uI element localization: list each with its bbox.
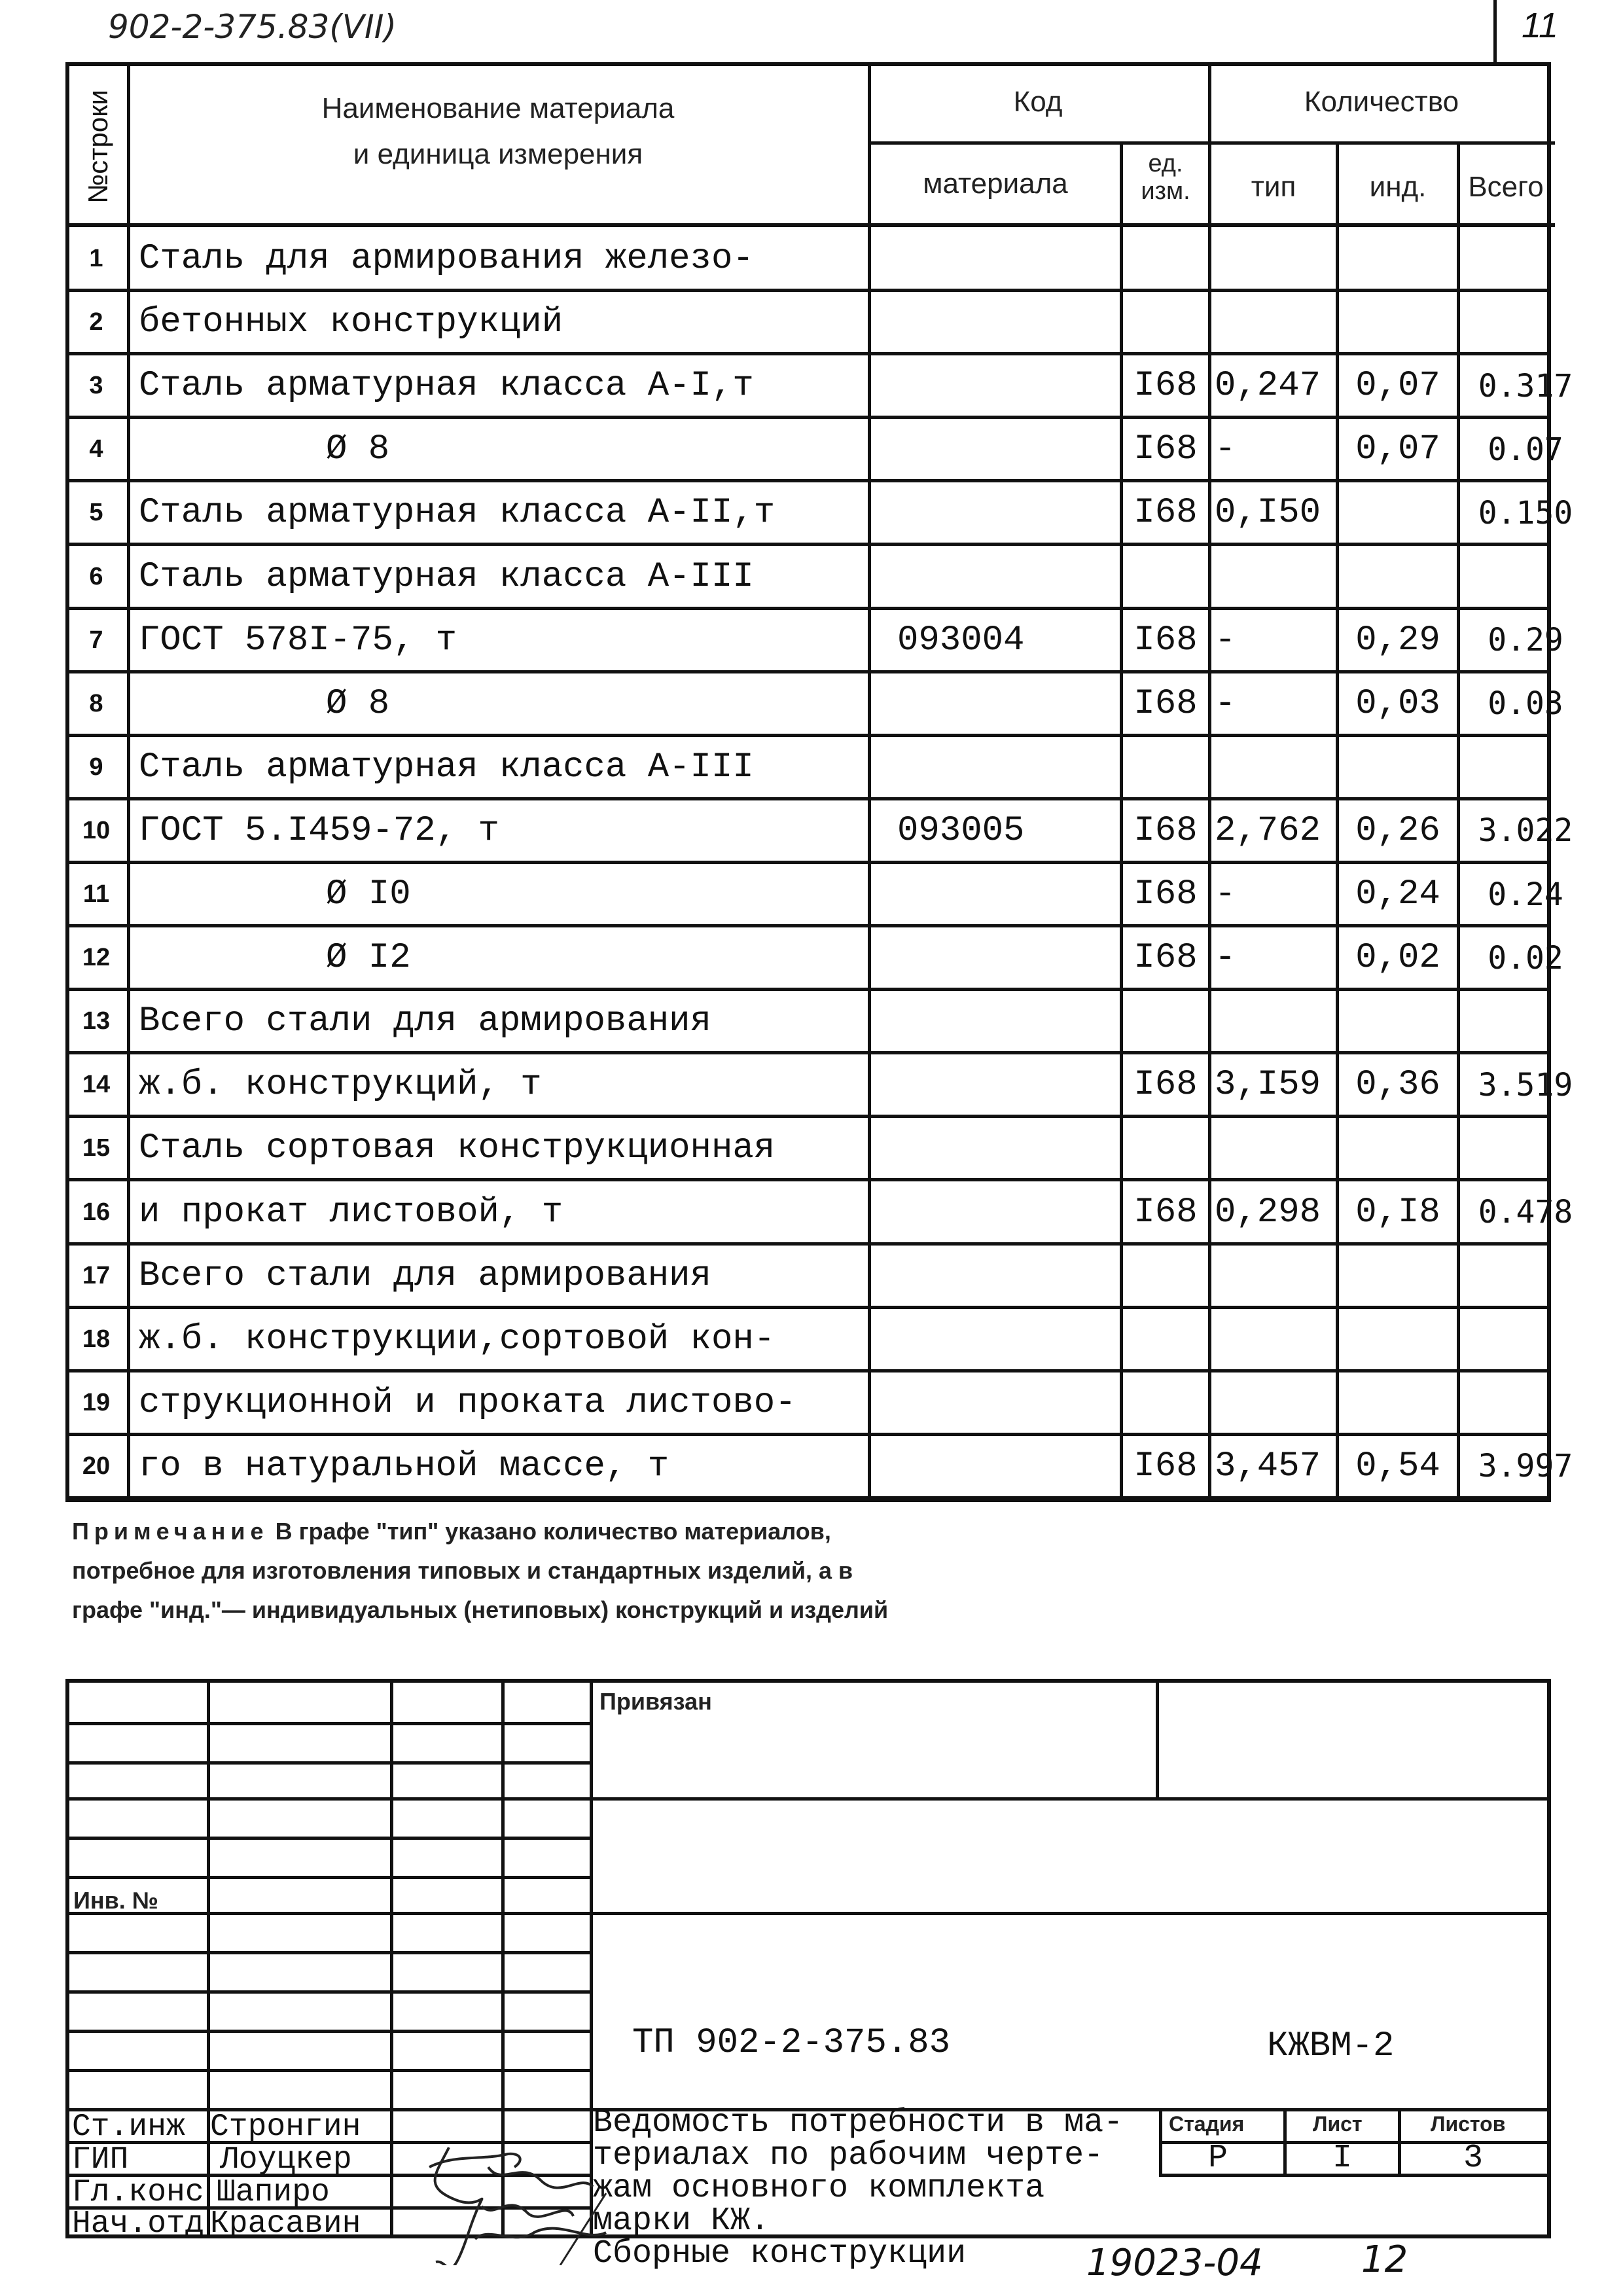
qty-type: - xyxy=(1215,620,1236,660)
qty-type: 0,247 xyxy=(1215,366,1321,406)
unit-code: I68 xyxy=(1133,938,1198,978)
row-number: 20 xyxy=(82,1452,111,1480)
qty-type: - xyxy=(1215,874,1236,914)
note-text: В графе "тип" указано количество материалов, потребное для изготовления типовых и стандартных изделий, а в графе "инд."— индивидуальных (нетиповых) конструкций и изделий xyxy=(72,1518,889,1623)
row-number: 3 xyxy=(89,372,103,400)
unit-code xyxy=(1123,1308,1208,1371)
unit-header: ед. изм. xyxy=(1141,150,1190,205)
staff-role: Нач.отд xyxy=(72,2206,204,2242)
row-number: 17 xyxy=(82,1261,111,1289)
qty-type xyxy=(1211,291,1336,354)
material-code xyxy=(871,672,1120,736)
title-line: Сборные конструкции xyxy=(593,2235,967,2272)
stamp-row-line xyxy=(69,1990,590,1994)
qty-total: 0.02 xyxy=(1488,939,1563,977)
qty-type: - xyxy=(1215,429,1236,470)
qty-total xyxy=(1460,736,1591,799)
row-number: 2 xyxy=(89,308,103,336)
bound-label: Привязан xyxy=(599,1688,712,1715)
drawing-mark: КЖВМ-2 xyxy=(1267,2026,1395,2066)
staff-name: Лоуцкер xyxy=(220,2142,352,2178)
qty-total xyxy=(1460,291,1591,354)
qty-total: 0.03 xyxy=(1488,685,1563,723)
unit-code: I68 xyxy=(1133,874,1198,914)
table-row xyxy=(69,609,1563,672)
document-code: 902-2-375.83(VII) xyxy=(108,8,397,46)
qty-ind xyxy=(1339,990,1457,1053)
material-name: го в натуральной массе, т xyxy=(139,1446,669,1486)
corner-divider xyxy=(1493,0,1497,62)
row-number: 15 xyxy=(82,1134,111,1162)
unit-code: I68 xyxy=(1133,429,1198,470)
qty-type: 0,298 xyxy=(1215,1192,1321,1232)
qty-type xyxy=(1211,1371,1336,1435)
qty-total xyxy=(1460,1308,1591,1371)
qty-type: 2,762 xyxy=(1215,810,1321,851)
qty-ind: 0,29 xyxy=(1355,620,1440,660)
table-row xyxy=(69,545,1547,609)
title-line: жам основного комплекта xyxy=(593,2170,1045,2207)
material-name: Ø 8 xyxy=(326,429,390,470)
table-row xyxy=(69,227,1547,291)
unit-code xyxy=(1123,545,1208,609)
table-row xyxy=(69,1435,1573,1498)
material-code xyxy=(871,990,1120,1053)
note-lead: Примечание xyxy=(72,1518,269,1545)
qty-total: 3.022 xyxy=(1478,812,1573,850)
table-row xyxy=(69,990,1547,1053)
code-material-header: материала xyxy=(923,168,1068,200)
qty-total xyxy=(1460,227,1591,291)
qty-ind xyxy=(1339,1244,1457,1308)
signature-stroke xyxy=(482,2205,573,2216)
unit-code: I68 xyxy=(1133,1065,1198,1105)
staff-name: Шапиро xyxy=(217,2175,330,2210)
stamp-row-line xyxy=(69,2030,590,2033)
qty-ind xyxy=(1339,1371,1457,1435)
page-number: 12 xyxy=(1361,2238,1408,2281)
qty-type xyxy=(1211,545,1336,609)
qty-total xyxy=(1460,990,1591,1053)
sheet-value: I xyxy=(1332,2140,1353,2177)
name-header-line2: и единица измерения xyxy=(353,138,643,170)
qty-type: - xyxy=(1215,938,1236,978)
material-name: ж.б. конструкции,сортовой кон- xyxy=(139,1319,776,1359)
qty-type xyxy=(1211,1244,1336,1308)
row-number: 10 xyxy=(82,816,111,844)
row-divider xyxy=(69,1496,1547,1499)
signature-stroke xyxy=(435,2147,482,2265)
row-number: 14 xyxy=(82,1071,111,1099)
name-header-line1: Наименование материала xyxy=(321,92,675,124)
sheets-label: Листов xyxy=(1431,2112,1506,2136)
qty-total: 0.07 xyxy=(1488,431,1563,468)
staff-name: Стронгин xyxy=(210,2109,361,2145)
qty-type: 3,I59 xyxy=(1215,1065,1321,1105)
material-name: бетонных конструкций xyxy=(139,302,563,343)
table-row xyxy=(69,926,1563,990)
qty-ind: 0,07 xyxy=(1355,366,1440,406)
qty-total xyxy=(1460,1117,1591,1180)
title-line: териалах по рабочим черте- xyxy=(593,2137,1104,2174)
material-name: Ø 8 xyxy=(326,683,390,724)
unit-code xyxy=(1123,736,1208,799)
qty-ind xyxy=(1339,1117,1457,1180)
qty-total-header: Всего xyxy=(1468,171,1544,203)
qty-type xyxy=(1211,1117,1336,1180)
qty-ind xyxy=(1339,545,1457,609)
unit-code: I68 xyxy=(1133,1192,1198,1232)
row-number: 12 xyxy=(82,944,111,972)
row-number-header: №строки xyxy=(82,89,114,204)
table-row xyxy=(69,672,1563,736)
row-number: 13 xyxy=(82,1007,111,1035)
row-number: 11 xyxy=(82,880,110,908)
material-name: и прокат листовой, т xyxy=(139,1192,563,1232)
qty-ind: 0,02 xyxy=(1355,938,1440,978)
qty-ind xyxy=(1339,291,1457,354)
project-code: ТП 902-2-375.83 xyxy=(632,2023,951,2063)
table-row xyxy=(69,1308,1547,1371)
row-number: 6 xyxy=(89,562,103,590)
row-number: 8 xyxy=(89,689,103,717)
unit-code xyxy=(1123,291,1208,354)
unit-code xyxy=(1123,1244,1208,1308)
qty-total: 0.317 xyxy=(1478,367,1573,404)
material-code xyxy=(871,545,1120,609)
qty-total: 0.29 xyxy=(1488,622,1563,659)
qty-type-header: тип xyxy=(1251,171,1296,203)
qty-ind: 0,54 xyxy=(1355,1446,1440,1486)
qty-total: 3.997 xyxy=(1478,1448,1573,1485)
qty-ind: 0,07 xyxy=(1355,429,1440,470)
archive-number: 19023-04 xyxy=(1086,2242,1263,2284)
stamp-row-line xyxy=(69,2069,590,2072)
material-code: 093004 xyxy=(897,620,1025,660)
material-code xyxy=(871,1181,1120,1244)
material-code: 093005 xyxy=(897,810,1025,851)
qty-type xyxy=(1211,990,1336,1053)
unit-code: I68 xyxy=(1133,810,1198,851)
qty-total: 0.150 xyxy=(1478,494,1573,531)
row-number: 1 xyxy=(89,245,103,272)
material-name: Сталь сортовая конструкционная xyxy=(139,1128,776,1169)
qty-ind: 0,36 xyxy=(1355,1065,1440,1105)
qty-ind: 0,I8 xyxy=(1355,1192,1440,1232)
stage-label: Стадия xyxy=(1169,2112,1245,2136)
table-row xyxy=(69,291,1547,354)
qty-ind xyxy=(1339,481,1457,545)
row-number: 16 xyxy=(82,1198,111,1226)
table-note xyxy=(72,1512,923,1630)
material-name: Ø I0 xyxy=(326,874,411,914)
table-row xyxy=(69,863,1563,926)
material-code xyxy=(871,1053,1120,1117)
material-name: Сталь арматурная класса А-II,т xyxy=(139,493,776,533)
qty-ind: 0,26 xyxy=(1355,810,1440,851)
stamp-row-line xyxy=(69,1876,590,1879)
material-name: Всего стали для армирования xyxy=(139,1001,711,1042)
material-code xyxy=(871,736,1120,799)
unit-code: I68 xyxy=(1133,493,1198,533)
qty-ind: 0,03 xyxy=(1355,683,1440,724)
stamp-row-line xyxy=(69,1837,590,1840)
title-line: Ведомость потребности в ма- xyxy=(593,2104,1124,2142)
row-number: 18 xyxy=(82,1325,111,1353)
table-row xyxy=(69,1181,1573,1244)
qty-ind xyxy=(1339,736,1457,799)
qty-total xyxy=(1460,545,1591,609)
sheet-corner-number: 11 xyxy=(1522,6,1559,45)
table-row xyxy=(69,1053,1573,1117)
row-number: 9 xyxy=(89,753,103,781)
qty-ind xyxy=(1339,1308,1457,1371)
table-row xyxy=(69,1117,1547,1180)
material-name: Ø I2 xyxy=(326,938,411,978)
staff-role: ГИП xyxy=(72,2142,129,2178)
unit-code xyxy=(1123,990,1208,1053)
inventory-number-label: Инв. № xyxy=(73,1887,158,1914)
title-line: марки КЖ. xyxy=(593,2202,770,2240)
unit-code: I68 xyxy=(1133,366,1198,406)
table-row xyxy=(69,481,1573,545)
signatures-drawing xyxy=(410,2075,626,2265)
unit-code xyxy=(1123,1371,1208,1435)
qty-total xyxy=(1460,1244,1591,1308)
sheets-value: 3 xyxy=(1463,2140,1484,2177)
material-name: Сталь арматурная класса А-III xyxy=(139,747,754,787)
staff-name: Красавин xyxy=(210,2206,361,2242)
staff-role: Гл.конс xyxy=(72,2175,204,2210)
material-code xyxy=(871,227,1120,291)
qty-type xyxy=(1211,1308,1336,1371)
stamp-row-line xyxy=(69,1912,1547,1915)
row-number: 5 xyxy=(89,499,103,527)
material-code xyxy=(871,1308,1120,1371)
material-code xyxy=(871,1244,1120,1308)
stamp-row-line xyxy=(69,1761,590,1765)
material-code xyxy=(871,1117,1120,1180)
stamp-row-line xyxy=(69,1722,590,1725)
table-row xyxy=(69,354,1573,418)
signature-stroke xyxy=(488,2167,593,2188)
material-code xyxy=(871,481,1120,545)
qty-type xyxy=(1211,736,1336,799)
stamp-divider xyxy=(390,1683,393,2234)
stamp-row-line xyxy=(69,1951,590,1954)
material-name: Сталь для армирования железо- xyxy=(139,239,754,279)
stamp-divider xyxy=(207,1683,210,2234)
header-divider xyxy=(868,141,1555,145)
unit-code: I68 xyxy=(1133,620,1198,660)
material-code xyxy=(871,354,1120,418)
code-header: Код xyxy=(1013,86,1063,118)
signature-stroke xyxy=(475,2229,606,2239)
row-number: 19 xyxy=(82,1388,111,1416)
material-code xyxy=(871,291,1120,354)
row-number: 4 xyxy=(89,435,103,463)
stage-value: Р xyxy=(1208,2140,1228,2177)
unit-code: I68 xyxy=(1133,1446,1198,1486)
material-code xyxy=(871,926,1120,990)
stamp-divider xyxy=(1156,1683,1159,1797)
material-name: Всего стали для армирования xyxy=(139,1255,711,1296)
materials-table xyxy=(65,62,1573,1502)
unit-code xyxy=(1123,1117,1208,1180)
table-row xyxy=(69,418,1563,481)
material-code xyxy=(871,418,1120,481)
qty-type xyxy=(1211,227,1336,291)
staff-role: Ст.инж xyxy=(72,2109,185,2145)
table-row xyxy=(69,1244,1547,1308)
qty-type: - xyxy=(1215,683,1236,724)
material-code xyxy=(871,1371,1120,1435)
unit-code xyxy=(1123,227,1208,291)
row-number: 7 xyxy=(89,626,103,654)
material-name: ГОСТ 5.I459-72, т xyxy=(139,810,499,851)
qty-total xyxy=(1460,1371,1591,1435)
quantity-header: Количество xyxy=(1304,86,1459,118)
qty-type: 3,457 xyxy=(1215,1446,1321,1486)
material-name: Сталь арматурная класса А-III xyxy=(139,556,754,597)
material-name: Сталь арматурная класса А-I,т xyxy=(139,366,754,406)
material-code xyxy=(871,1435,1120,1498)
qty-ind: 0,24 xyxy=(1355,874,1440,914)
material-code xyxy=(871,863,1120,926)
qty-total: 0.24 xyxy=(1488,876,1563,913)
sheet-label: Лист xyxy=(1313,2112,1363,2136)
material-name: струкционной и проката листово- xyxy=(139,1382,796,1423)
qty-total: 0.478 xyxy=(1478,1194,1573,1230)
qty-total: 3.519 xyxy=(1478,1066,1573,1103)
material-name: ж.б. конструкций, т xyxy=(139,1065,542,1105)
stamp-row-line xyxy=(69,1797,1547,1801)
table-row xyxy=(69,799,1573,863)
unit-code: I68 xyxy=(1133,683,1198,724)
document-title xyxy=(593,2104,1124,2272)
table-row xyxy=(69,1371,1547,1435)
qty-ind-header: инд. xyxy=(1369,171,1427,203)
material-name: ГОСТ 578I-75, т xyxy=(139,620,457,660)
qty-type: 0,I50 xyxy=(1215,493,1321,533)
table-row xyxy=(69,736,1547,799)
qty-ind xyxy=(1339,227,1457,291)
